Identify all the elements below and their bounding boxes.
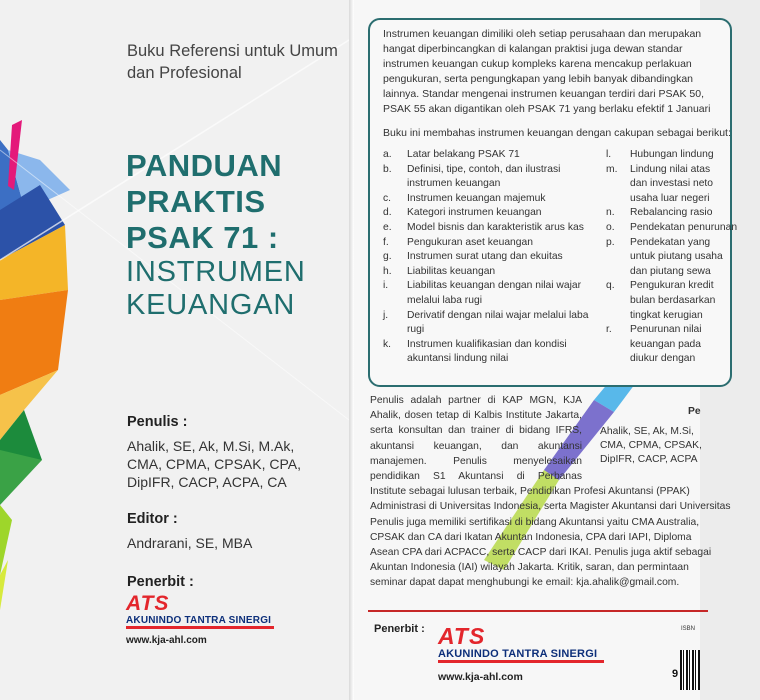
list-item: h. Liabilitas keuangan (383, 265, 496, 277)
bio-line: akuntansi keuangan, dan akuntansi (370, 440, 582, 452)
divider (368, 610, 708, 612)
publisher-name: AKUNINDO TANTRA SINERGI (438, 648, 598, 660)
list-item: i. Liabilitas keuangan dengan nilai wajar melalui laba rugi (383, 280, 582, 306)
list-item: o. Pendekatan penurunan (606, 221, 738, 233)
list-item: f. Pengukuran aset keuangan (383, 236, 533, 248)
front-cover (0, 0, 349, 700)
bio-line: Ahalik, dosen tetap di Kalbis Institute Jakarta, (370, 410, 582, 422)
list-item: c. Instrumen keuangan majemuk (383, 192, 546, 204)
topic-list-left (383, 148, 592, 367)
topic-list-right (606, 148, 760, 367)
list-item: n. Rebalancing rasio (606, 207, 713, 219)
author-label: Penulis : (127, 414, 188, 430)
list-item: d. Kategori instrumen keuangan (383, 207, 542, 219)
subtitle-line-2: KEUANGAN (126, 289, 296, 321)
intro-line: instrumen keuangan cukup kompleks karena mencakup perlakuan (383, 58, 692, 70)
summary-box (368, 18, 738, 387)
title-line-2: PRAKTIS (126, 184, 266, 219)
author-line-2: CMA, CPMA, CPSAK, CPA, (127, 456, 301, 472)
list-item: l. Hubungan lindung (606, 149, 714, 160)
website-link: www.kja-ahl.com (438, 671, 523, 683)
list-item: j. Derivatif dengan nilai wajar melalui laba rugi (383, 309, 589, 336)
list-item: k. Instrumen kualifikasian dan kondisi akuntansi lindung nilai (383, 338, 567, 365)
intro-line: Instrumen keuangan dimiliki oleh setiap perusahaan dan merupakan (383, 28, 702, 40)
publisher-name: AKUNINDO TANTRA SINERGI (126, 615, 272, 626)
bio-line: pendidikan S1 Akuntansi di Perbanas (370, 471, 582, 483)
credentials-heading: Pe (688, 406, 701, 417)
intro-text (383, 27, 723, 117)
author-line-3: DipIFR, CACP, ACPA, CA (127, 474, 287, 490)
list-item: g. Instrumen surat utang dan ekuitas (383, 251, 563, 263)
publisher-logo (126, 593, 276, 646)
author-credentials (600, 405, 702, 467)
back-publisher-logo (438, 624, 608, 683)
bio-line: Penulis adalah partner di KAP MGN, KJA (370, 395, 582, 406)
intro-line: lainnya. Standar mengenai instrumen keuangan terdiri dari PSAK 50, (383, 88, 705, 100)
bio-line: manajemen. Penulis menyelesaikan (370, 455, 582, 467)
website-link: www.kja-ahl.com (126, 635, 207, 646)
bio-line: Institute sebagai lulusan terbaik, Pendidikan Profesi Akuntansi (PPAK) (370, 486, 690, 498)
ats-logo: ATS (126, 592, 170, 615)
subtitle-line-1: INSTRUMEN (126, 256, 306, 288)
editor-name: Andrarani, SE, MBA (127, 535, 253, 551)
bio-line: Asean CPA dari ACPACC, serta CACP dari IKAI. Penulis juga aktif sebagai (370, 547, 712, 559)
intro-line: pengukuran, serta pengungkapan yang lebih banyak dibandingkan (383, 73, 693, 85)
bio-line: Administrasi di Universitas Indonesia, serta Magister Akuntansi dari Universitas (370, 501, 731, 513)
list-item: b. Definisi, tipe, contoh, dan ilustrasi instrumen keuangan (383, 163, 561, 190)
list-item: r. Penurunan nilai keuangan pada diukur dengan (606, 324, 702, 365)
bio-line: CPSAK dan CA dari Ikatan Akuntan Indonesia, CPA dari IAPI, Diploma (370, 531, 692, 543)
ats-logo: ATS (438, 623, 486, 649)
credential-line: CMA, CPMA, CPSAK, (600, 440, 702, 451)
title-line-1: PANDUAN (126, 148, 283, 183)
title-line-3: PSAK 71 : (126, 220, 279, 255)
isbn-digit: 9 (672, 668, 679, 680)
credential-line: DipIFR, CACP, ACPA (600, 454, 698, 465)
bio-line: Akuntan Indonesia (IAI) wilayah Jakarta. Kritik, saran, dan permintaan (370, 562, 689, 574)
editor-label: Editor : (127, 511, 178, 527)
list-item: a. Latar belakang PSAK 71 (383, 149, 520, 160)
list-item: p. Pendekatan yang untuk piutang usaha dan piutang sewa (606, 236, 723, 277)
list-intro: Buku ini membahas instrumen keuangan dengan cakupan sebagai berikut: (383, 127, 731, 139)
back-cover (354, 0, 738, 700)
bio-line: serta konsultan dan trainer di bidang IFRS, (370, 425, 582, 437)
list-item: e. Model bisnis dan karakteristik arus kas (383, 221, 584, 233)
isbn-label: ISBN (681, 626, 696, 632)
publisher-label: Penerbit : (127, 574, 194, 590)
intro-line: PSAK 55 akan digantikan oleh PSAK 71 yang berlaku efektif 1 Januari (383, 103, 711, 115)
back-publisher-label: Penerbit : (374, 623, 425, 635)
bio-line: Penulis juga memiliki sertifikasi di bidang Akuntansi yaitu CMA Australia, (370, 516, 700, 528)
author-line-1: Ahalik, SE, Ak, M.Si, M.Ak, (127, 438, 295, 454)
bio-line: seminar dapat dapat menghubungi ke email: kja.ahalik@gmail.com. (370, 577, 680, 589)
barcode-icon (680, 650, 700, 690)
list-item: q. Pengukuran kredit bulan berdasarkan tingkat kerugian (606, 280, 716, 321)
author-names (127, 437, 301, 491)
credential-line: Ahalik, SE, Ak, M.Si, (600, 426, 694, 437)
tagline: Buku Referensi untuk Umum dan Profesional (127, 42, 338, 82)
intro-line: hangat diperbincangkan di kalangan praktisi juga dewan standar (383, 43, 683, 55)
list-item: m. Lindung nilai atas dan investasi neto usaha luar negeri (606, 163, 714, 204)
book-title (126, 148, 306, 322)
